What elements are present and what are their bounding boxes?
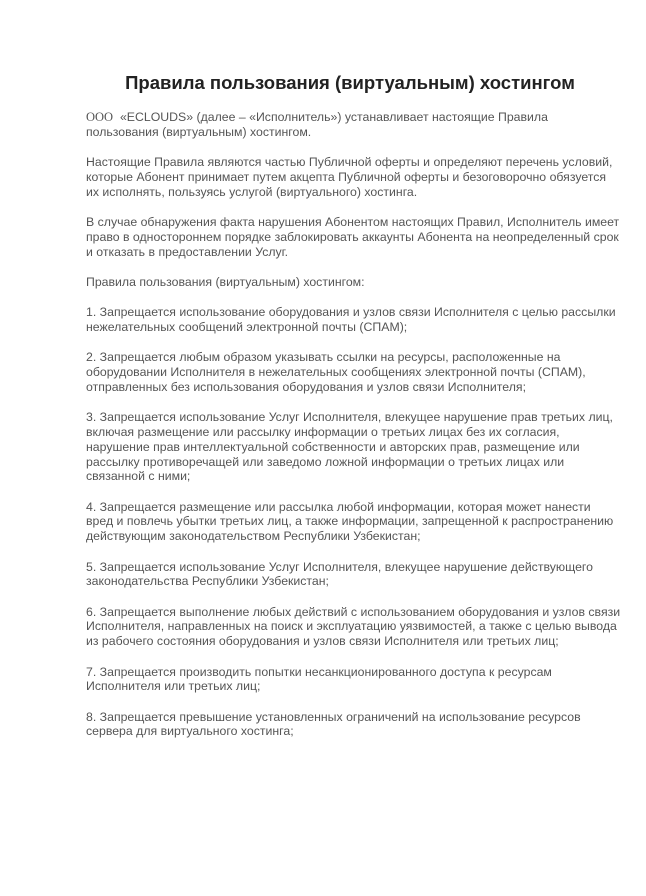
paragraph-violation: В случае обнаружения факта нарушения Абонентом настоящих Правил, Исполнитель имеет право в одностороннем порядке заблокировать аккаунты Абонента на неопределенный срок и отказать в предоставлении Услуг. [86, 214, 620, 259]
rule-item-3: 3. Запрещается использование Услуг Исполнителя, влекущее нарушение прав третьих лиц, включая размещение или рассылку информации о третьих лицах без их согласия, нарушение прав интеллектуальной собственности и авторских прав, размещение или рассылку противоречащей или заведомо ложной информации о третьих лицах или связанной с ними; [86, 410, 613, 484]
org-prefix: ООО [86, 110, 114, 124]
rule-item-6: 6. Запрещается выполнение любых действий с использованием оборудования и узлов связи Исполнителя, направленных на поиск и эксплуатацию уязвимостей, а также с целью вывода из рабочего состояния оборудования и узлов связи Исполнителя или третьих лиц; [86, 604, 621, 649]
rule-item-8: 8. Запрещается превышение установленных ограничений на использование ресурсов сервера для виртуального хостинга; [86, 709, 581, 739]
rule-item-5: 5. Запрещается использование Услуг Исполнителя, влекущее нарушение действующего законодательства Республики Узбекистан; [86, 559, 593, 589]
intro-paragraph [86, 110, 621, 140]
document-body [86, 110, 621, 755]
rule-item-2: 2. Запрещается любым образом указывать ссылки на ресурсы, расположенные на оборудовании Исполнителя в нежелательных сообщениях электронной почты (СПАМ), отправленных без использования оборудования и узлов связи Исполнителя; [86, 350, 586, 394]
intro-text: «ECLOUDS» (далее – «Исполнитель») устанавливает настоящие Правила пользования (виртуальным) хостингом. [86, 110, 548, 139]
paragraph-offer: Настоящие Правила являются частью Публичной оферты и определяют перечень условий, которые Абонент принимает путем акцепта Публичной оферты и безоговорочно обязуется их исполнять, пользуясь услугой (виртуального) хостинга. [86, 155, 613, 199]
rules-heading: Правила пользования (виртуальным) хостингом: [86, 274, 365, 289]
document-title: Правила пользования (виртуальным) хостингом [125, 72, 575, 93]
rule-item-1: 1. Запрещается использование оборудования и узлов связи Исполнителя с целью рассылки нежелательных сообщений электронной почты (СПАМ); [86, 305, 616, 334]
rule-item-4: 4. Запрещается размещение или рассылка любой информации, которая может нанести вред и повлечь убытки третьих лиц, а также информации, запрещенной к распространению действующим законодательством Республики Узбекистан; [86, 499, 614, 544]
rule-item-7: 7. Запрещается производить попытки несанкционированного доступа к ресурсам Исполнителя или третьих лиц; [86, 664, 552, 694]
